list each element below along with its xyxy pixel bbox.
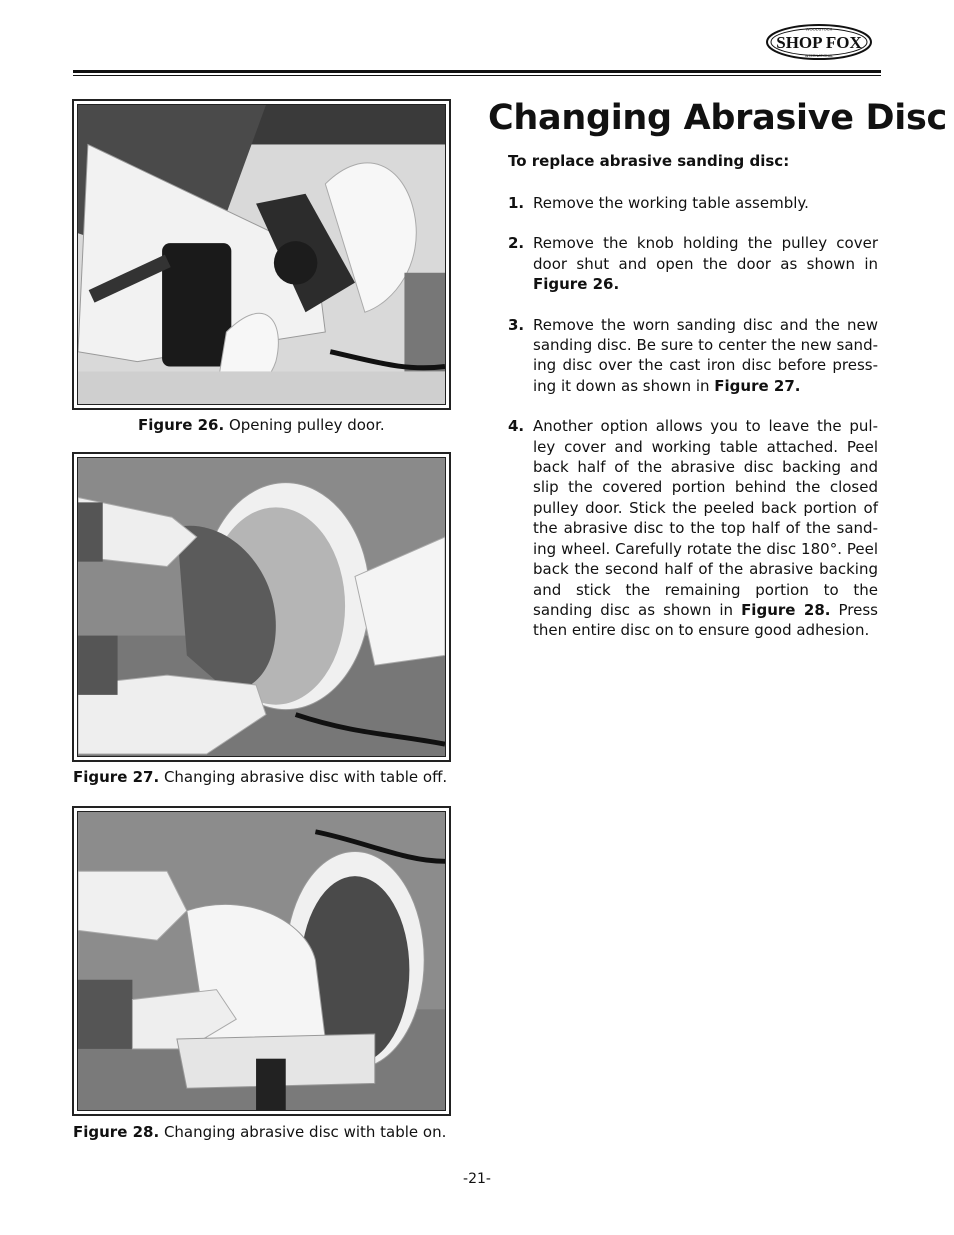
- figure-reference: Figure 26.: [533, 275, 620, 294]
- figure-26-caption: Figure 26. Opening pulley door.: [138, 416, 385, 434]
- section-intro: To replace abrasive sanding disc:: [508, 152, 790, 170]
- shop-fox-logo-icon: [765, 23, 873, 61]
- step-text: [533, 233, 878, 294]
- step-number: 2.: [508, 234, 525, 253]
- header-rule: [73, 70, 881, 73]
- figure-26-photo: [72, 99, 451, 410]
- step-text-run: Remove the worn sanding disc and the new sanding disc. Be sure to center the new sand-ing disc over the cast iron disc before press-ing it down as shown in: [533, 315, 878, 395]
- instruction-step: [508, 193, 878, 213]
- step-number: 1.: [508, 194, 525, 212]
- figure-27-photo: [72, 452, 451, 762]
- figure-27-caption: Figure 27. Changing abrasive disc with table off.: [73, 768, 448, 786]
- step-text-run: Remove the working table assembly.: [533, 194, 809, 212]
- svg-text:WOODSTOCK: WOODSTOCK: [805, 26, 833, 32]
- figure-28-caption: Figure 28. Changing abrasive disc with table on.: [73, 1123, 447, 1141]
- instruction-step: [508, 315, 878, 397]
- figure-reference: Figure 27.: [714, 376, 801, 395]
- figure-reference: Figure 28.: [741, 600, 831, 619]
- step-text-run: Another option allows you to leave the pul-ley cover and working table attached. Peel back half of the abrasive disc backing and slip the covered portion behind the closed pulley door. Stick the peeled back portion of the abrasive disc to the top half of the sand-ing wheel. Carefully rotate the disc 180°. Peel back the second half of the abrasive backing and stick the remaining portion to the sanding disc as shown in: [533, 417, 878, 619]
- step-text-run: Press then entire disc on to ensure good adhesion.: [533, 600, 879, 640]
- instruction-steps: [508, 193, 878, 661]
- step-text-run: Remove the knob holding the pulley cover door shut and open the door as shown in: [533, 234, 878, 273]
- step-text: [533, 416, 878, 640]
- step-text: [533, 193, 878, 213]
- page-number: -21-: [463, 1171, 491, 1187]
- instruction-step: [508, 233, 878, 294]
- step-number: 3.: [508, 315, 525, 334]
- page-title: Changing Abrasive Disc: [488, 98, 947, 138]
- step-text: [533, 315, 878, 397]
- step-number: 4.: [508, 417, 525, 436]
- instruction-step: [508, 416, 878, 640]
- figure-28-photo: [72, 806, 451, 1116]
- svg-text:INTERNATIONAL: INTERNATIONAL: [804, 54, 834, 58]
- header-rule-thin: [73, 75, 881, 76]
- logo-text: SHOP FOX: [776, 33, 862, 52]
